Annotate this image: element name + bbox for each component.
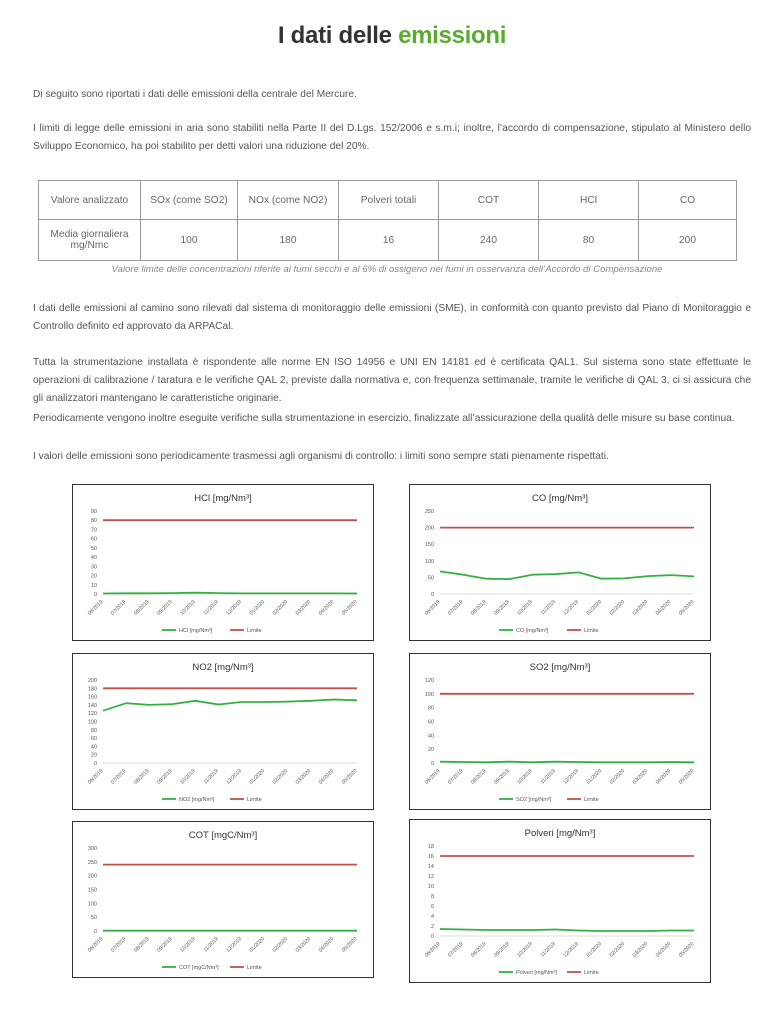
y-tick-label: 40 [90, 555, 97, 562]
x-tick-label: 01/2020 [248, 599, 267, 617]
y-tick-label: 80 [90, 518, 97, 525]
limits-table-row [39, 220, 737, 261]
y-tick-label: 80 [90, 727, 97, 734]
x-tick-label: 12/2019 [225, 936, 243, 954]
x-tick-label: 02/2020 [608, 599, 627, 617]
x-tick-label: 04/2020 [654, 599, 673, 617]
x-tick-label: 07/2019 [109, 936, 128, 954]
series-line-measured [440, 762, 694, 763]
x-tick-label: 02/2020 [271, 768, 290, 786]
x-tick-label: 05/2020 [340, 768, 359, 786]
x-tick-label: 12/2019 [562, 941, 580, 959]
x-tick-label: 05/2020 [677, 768, 696, 786]
legend-label: Limite [247, 797, 262, 803]
y-tick-label: 100 [87, 719, 97, 726]
x-tick-label: 11/2019 [202, 768, 220, 786]
series-line-measured [103, 593, 357, 594]
y-tick-label: 100 [424, 691, 434, 698]
table-cell: 200 [639, 220, 737, 261]
y-tick-label: 200 [87, 873, 97, 880]
table-header-cell: HCl [539, 181, 639, 220]
x-tick-label: 02/2020 [608, 941, 627, 959]
x-tick-label: 07/2019 [109, 768, 128, 786]
x-tick-label: 03/2020 [294, 768, 313, 786]
chart-co-plot [410, 485, 712, 642]
table-cell: 80 [539, 220, 639, 261]
x-tick-label: 03/2020 [631, 599, 650, 617]
x-tick-label: 01/2020 [248, 936, 267, 954]
sme-paragraph: I dati delle emissioni al camino sono rilevati dal sistema di monitoraggio delle emissioni (SME), in conformità con quanto previsto dal Piano di Monitoraggio e Controllo definito ed approvato da ARPACal. [33, 303, 751, 332]
x-tick-label: 08/2019 [133, 599, 151, 617]
table-header-cell: COT [439, 181, 539, 220]
x-tick-label: 10/2019 [179, 768, 197, 786]
y-tick-label: 200 [424, 525, 434, 532]
x-tick-label: 12/2019 [562, 768, 580, 786]
table-cell: 100 [141, 220, 238, 261]
series-line-measured [440, 929, 694, 931]
y-tick-label: 10 [90, 582, 97, 589]
x-tick-label: 06/2019 [86, 768, 105, 786]
x-tick-label: 07/2019 [109, 599, 128, 617]
y-tick-label: 50 [90, 915, 97, 922]
chart-co [409, 484, 711, 641]
chart-hcl-plot [73, 485, 375, 642]
y-tick-label: 0 [93, 592, 97, 598]
chart-cot-plot [73, 822, 375, 979]
table-header-cell: CO [639, 181, 737, 220]
x-tick-label: 08/2019 [470, 941, 488, 959]
page-title [0, 22, 784, 50]
limits-table-header-row [39, 181, 737, 220]
chart-cot [72, 821, 374, 978]
chart-title: NO2 [mg/Nm³] [192, 662, 254, 673]
x-tick-label: 06/2019 [423, 599, 442, 617]
y-tick-label: 300 [87, 846, 97, 852]
table-row-label: Media giornaliera mg/Nmc [39, 220, 141, 261]
periodic-paragraph: Periodicamente vengono inoltre eseguite verifiche sulla strumentazione in esercizio, finalizzate all’assicurazione della qualità delle misure su base continua. [33, 413, 735, 424]
table-cell: 240 [439, 220, 539, 261]
x-tick-label: 02/2020 [271, 599, 290, 617]
y-tick-label: 20 [90, 573, 97, 580]
x-tick-label: 08/2019 [133, 936, 151, 954]
y-tick-label: 250 [87, 859, 97, 866]
y-tick-label: 0 [430, 934, 434, 940]
x-tick-label: 10/2019 [516, 599, 534, 617]
x-tick-label: 07/2019 [446, 768, 465, 786]
x-tick-label: 01/2020 [585, 768, 604, 786]
chart-polveri-plot [410, 820, 712, 984]
x-tick-label: 12/2019 [225, 599, 243, 617]
y-tick-label: 10 [427, 884, 434, 890]
y-tick-label: 0 [93, 761, 97, 767]
legend-label: COT [mgC/Nm³] [179, 965, 219, 971]
x-tick-label: 06/2019 [423, 941, 442, 959]
x-tick-label: 06/2019 [423, 768, 442, 786]
x-tick-label: 06/2019 [86, 936, 105, 954]
chart-title: COT [mgC/Nm³] [188, 830, 258, 841]
x-tick-label: 12/2019 [225, 768, 243, 786]
chart-no2 [72, 653, 374, 810]
x-tick-label: 04/2020 [317, 936, 336, 954]
x-tick-label: 04/2020 [317, 768, 336, 786]
x-tick-label: 09/2019 [493, 768, 511, 786]
table-header-cell: Polveri totali [339, 181, 439, 220]
y-tick-label: 80 [427, 705, 434, 712]
y-tick-label: 6 [430, 904, 434, 910]
x-tick-label: 07/2019 [446, 941, 465, 959]
x-tick-label: 05/2020 [340, 599, 359, 617]
x-tick-label: 01/2020 [248, 768, 267, 786]
y-tick-label: 8 [430, 894, 434, 900]
chart-no2-plot [73, 654, 375, 811]
x-tick-label: 09/2019 [493, 599, 511, 617]
legend-label: NO2 [mg/Nm³] [179, 797, 215, 803]
x-tick-label: 10/2019 [179, 599, 197, 617]
y-tick-label: 18 [427, 844, 434, 850]
limits-table [38, 180, 737, 261]
x-tick-label: 11/2019 [539, 599, 557, 617]
x-tick-label: 12/2019 [562, 599, 580, 617]
page-title-main: I dati delle [277, 22, 399, 49]
x-tick-label: 05/2020 [677, 599, 696, 617]
chart-so2-plot [410, 654, 712, 811]
x-tick-label: 01/2020 [585, 941, 604, 959]
y-tick-label: 40 [90, 744, 97, 751]
chart-title: Polveri [mg/Nm³] [524, 828, 596, 839]
x-tick-label: 09/2019 [156, 599, 174, 617]
chart-so2 [409, 653, 711, 810]
y-tick-label: 14 [427, 864, 434, 870]
legend-label: Limite [247, 965, 262, 971]
y-tick-label: 2 [430, 924, 434, 930]
table-header-cell: NOx (come NO2) [238, 181, 339, 220]
table-cell: 16 [339, 220, 439, 261]
chart-title: HCl [mg/Nm³] [194, 493, 252, 504]
table-header-cell: SOx (come SO2) [141, 181, 238, 220]
chart-hcl [72, 484, 374, 641]
x-tick-label: 05/2020 [677, 941, 696, 959]
table-cell: 180 [238, 220, 339, 261]
x-tick-label: 09/2019 [156, 936, 174, 954]
y-tick-label: 50 [90, 545, 97, 552]
y-tick-label: 0 [93, 929, 97, 935]
x-tick-label: 08/2019 [133, 768, 151, 786]
y-tick-label: 60 [90, 536, 97, 543]
x-tick-label: 04/2020 [654, 941, 673, 959]
x-tick-label: 09/2019 [493, 941, 511, 959]
y-tick-label: 4 [430, 914, 434, 920]
y-tick-label: 160 [87, 694, 97, 701]
series-line-measured [440, 571, 694, 579]
x-tick-label: 06/2019 [86, 599, 105, 617]
y-tick-label: 30 [90, 564, 97, 571]
x-tick-label: 02/2020 [608, 768, 627, 786]
x-tick-label: 03/2020 [294, 936, 313, 954]
intro-paragraph: Di seguito sono riportati i dati delle emissioni della centrale del Mercure. [33, 89, 357, 100]
y-tick-label: 100 [424, 558, 434, 565]
legend-label: Limite [584, 797, 599, 803]
x-tick-label: 02/2020 [271, 936, 290, 954]
x-tick-label: 08/2019 [470, 768, 488, 786]
y-tick-label: 16 [427, 854, 434, 860]
y-tick-label: 0 [430, 592, 434, 598]
y-tick-label: 40 [427, 733, 434, 740]
x-tick-label: 11/2019 [539, 941, 557, 959]
table-caption: Valore limite delle concentrazioni riferite ai fumi secchi e al 6% di ossigeno nei fumi in osservanza dell’Accordo di Compensazione [111, 264, 663, 275]
legend-label: SO2 [mg/Nm³] [516, 797, 552, 803]
y-tick-label: 180 [87, 686, 97, 693]
x-tick-label: 11/2019 [202, 936, 220, 954]
y-tick-label: 100 [87, 901, 97, 908]
y-tick-label: 200 [87, 678, 97, 684]
limits-paragraph: I limiti di legge delle emissioni in aria sono stabiliti nella Parte II del D.Lgs. 152/2006 e s.m.i; inoltre, l’accordo di compensazione, stipulato al Ministero dello Sviluppo Economico, ha poi stabilito per detti valori una riduzione del 20%. [33, 123, 751, 152]
x-tick-label: 03/2020 [294, 599, 313, 617]
x-tick-label: 11/2019 [202, 599, 220, 617]
x-tick-label: 05/2020 [340, 936, 359, 954]
x-tick-label: 04/2020 [317, 599, 336, 617]
chart-title: CO [mg/Nm³] [532, 493, 588, 504]
y-tick-label: 120 [424, 678, 434, 684]
x-tick-label: 07/2019 [446, 599, 465, 617]
legend-label: Polveri [mg/Nm³] [516, 970, 557, 976]
instruments-paragraph: Tutta la strumentazione installata è rispondente alle norme EN ISO 14956 e UNI EN 14181 ed è certificata QAL1. Sul sistema sono state effettuate le operazioni di calibrazione / taratura e le verifiche QAL 2, previste dalla normativa e, con frequenza settimanale, tramite le verifiche di QAL 3, ci si assicura che gli analizzatori mantengano le caratteristiche originarie. [33, 357, 751, 404]
y-tick-label: 150 [424, 542, 434, 549]
chart-polveri [409, 819, 711, 983]
x-tick-label: 03/2020 [631, 941, 650, 959]
y-tick-label: 120 [87, 711, 97, 718]
y-tick-label: 250 [424, 509, 434, 515]
y-tick-label: 90 [90, 509, 97, 515]
x-tick-label: 10/2019 [516, 941, 534, 959]
chart-title: SO2 [mg/Nm³] [529, 662, 591, 673]
y-tick-label: 50 [427, 575, 434, 582]
y-tick-label: 20 [90, 752, 97, 759]
legend-label: CO [mg/Nm³] [516, 628, 549, 634]
y-tick-label: 70 [90, 527, 97, 534]
x-tick-label: 01/2020 [585, 599, 604, 617]
legend-label: Limite [584, 628, 599, 634]
x-tick-label: 04/2020 [654, 768, 673, 786]
legend-label: Limite [247, 628, 262, 634]
x-tick-label: 09/2019 [156, 768, 174, 786]
y-tick-label: 20 [427, 747, 434, 754]
x-tick-label: 10/2019 [516, 768, 534, 786]
y-tick-label: 150 [87, 887, 97, 894]
transmit-paragraph: I valori delle emissioni sono periodicamente trasmessi agli organismi di controllo: i limiti sono sempre stati pienamente rispettati. [33, 451, 609, 462]
page-title-highlight: emissioni [398, 22, 507, 49]
x-tick-label: 03/2020 [631, 768, 650, 786]
y-tick-label: 60 [427, 719, 434, 726]
legend-label: Limite [584, 970, 599, 976]
legend-label: HCl [mg/Nm³] [179, 628, 213, 634]
y-tick-label: 60 [90, 736, 97, 743]
x-tick-label: 08/2019 [470, 599, 488, 617]
x-tick-label: 11/2019 [539, 768, 557, 786]
y-tick-label: 0 [430, 761, 434, 767]
table-header-cell: Valore analizzato [39, 181, 141, 220]
x-tick-label: 10/2019 [179, 936, 197, 954]
y-tick-label: 140 [87, 702, 97, 709]
series-line-measured [103, 700, 357, 711]
y-tick-label: 12 [427, 874, 434, 880]
